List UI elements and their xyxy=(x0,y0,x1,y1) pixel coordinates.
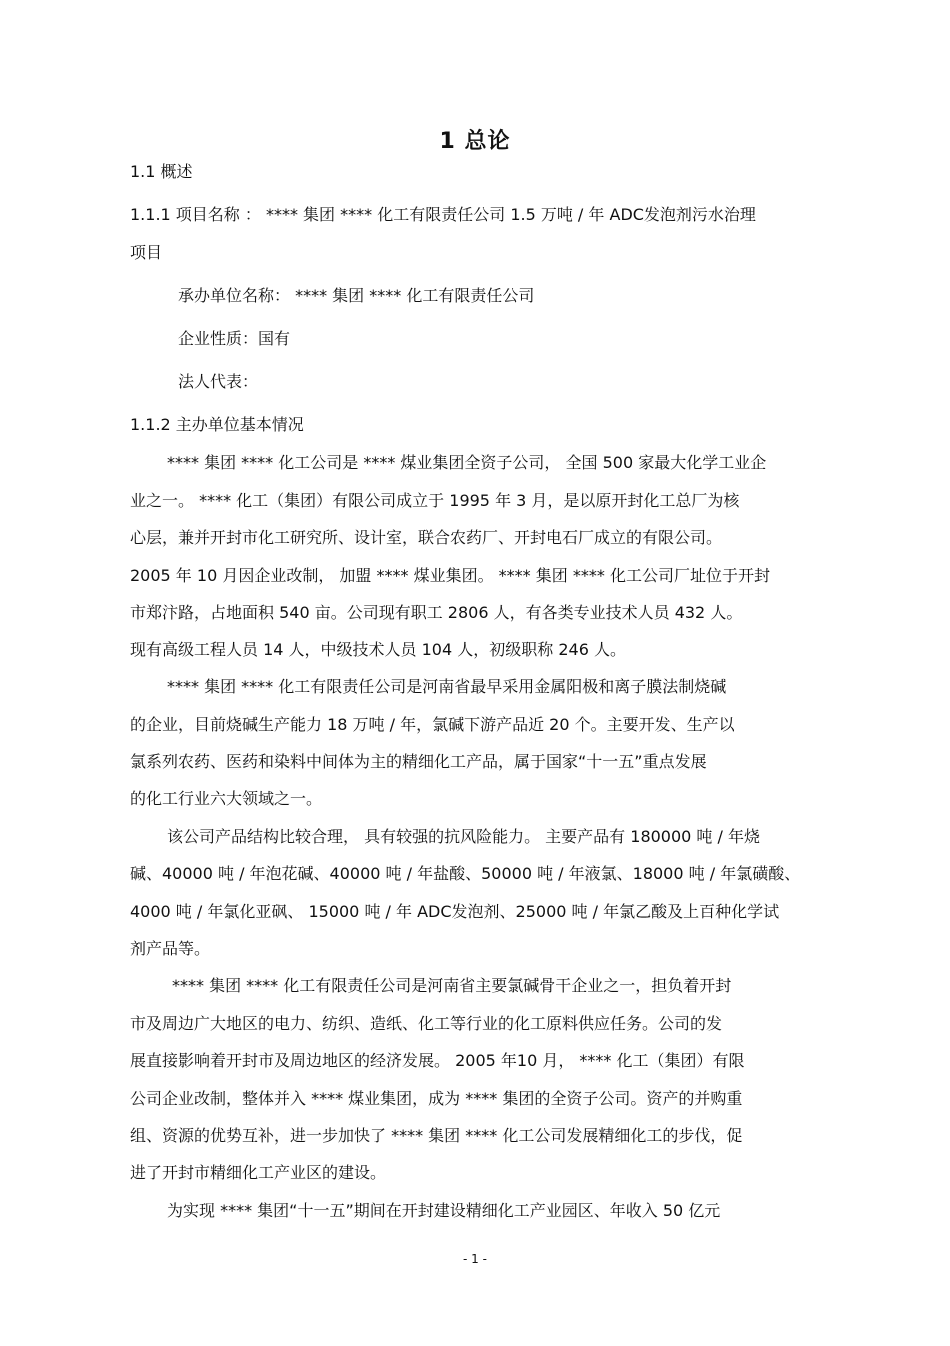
paragraph-line: 剂产品等。 xyxy=(130,939,211,958)
paragraph-line: 的企业，目前烧碱生产能力 18 万吨 / 年，氯碱下游产品近 20 个。主要开发、生产以 xyxy=(130,715,735,734)
paragraph-line: 心层，兼并开封市化工研究所、设计室，联合农药厂、开封电石厂成立的有限公司。 xyxy=(130,528,723,547)
project-name-line: 1.1.1 项目名称 ： **** 集团 **** 化工有限责任公司 1.5 万吨 / 年 ADC发泡剂污水治理 xyxy=(130,205,756,224)
section-heading-1-1-2: 1.1.2 主办单位基本情况 xyxy=(130,415,304,434)
undertaking-unit-line: 承办单位名称： **** 集团 **** 化工有限责任公司 xyxy=(178,286,535,305)
section-heading-1-1: 1.1 概述 xyxy=(130,162,193,181)
paragraph-line: 展直接影响着开封市及周边地区的经济发展。 2005 年10 月， **** 化工（集团）有限 xyxy=(130,1051,745,1070)
paragraph-line: 该公司产品结构比较合理， 具有较强的抗风险能力。 主要产品有 180000 吨 / 年烧 xyxy=(167,827,760,846)
paragraph-line: 市郑汴路，占地面积 540 亩。公司现有职工 2806 人，有各类专业技术人员 432 人。 xyxy=(130,603,743,622)
page-title: 1 总论 xyxy=(439,129,511,154)
page-number: - 1 - xyxy=(463,1252,487,1266)
paragraph-line: 组、资源的优势互补，进一步加快了 **** 集团 **** 化工公司发展精细化工的步伐，促 xyxy=(130,1126,743,1145)
paragraph-line: 氯系列农药、医药和染料中间体为主的精细化工产品，属于国家“十一五”重点发展 xyxy=(130,752,707,771)
paragraph-line: 业之一。 **** 化工（集团）有限公司成立于 1995 年 3 月，是以原开封化工总厂为核 xyxy=(130,491,740,510)
paragraph-line: 进了开封市精细化工产业区的建设。 xyxy=(130,1163,387,1182)
paragraph-line: 4000 吨 / 年氯化亚砜、 15000 吨 / 年 ADC发泡剂、25000 吨 / 年氯乙酸及上百种化学试 xyxy=(130,902,780,921)
paragraph-line: 2005 年 10 月因企业改制， 加盟 **** 煤业集团。 **** 集团 **** 化工公司厂址位于开封 xyxy=(130,566,770,585)
paragraph-line: 公司企业改制，整体并入 **** 煤业集团，成为 **** 集团的全资子公司。资产的并购重 xyxy=(130,1089,743,1108)
paragraph-line: 为实现 **** 集团“十一五”期间在开封建设精细化工产业园区、年收入 50 亿元 xyxy=(167,1201,721,1220)
paragraph-line: 碱、40000 吨 / 年泡花碱、40000 吨 / 年盐酸、50000 吨 / 年液氯、18000 吨 / 年氯磺酸、 xyxy=(130,864,801,883)
enterprise-nature-line: 企业性质：国有 xyxy=(178,329,291,348)
paragraph-line: 的化工行业六大领域之一。 xyxy=(130,789,323,808)
paragraph-line: **** 集团 **** 化工公司是 **** 煤业集团全资子公司， 全国 500 家最大化学工业企 xyxy=(167,453,767,472)
project-name-line-cont: 项目 xyxy=(130,243,163,262)
legal-representative-line: 法人代表： xyxy=(178,372,259,391)
paragraph-line: 现有高级工程人员 14 人，中级技术人员 104 人，初级职称 246 人。 xyxy=(130,640,626,659)
paragraph-line: **** 集团 **** 化工有限责任公司是河南省最早采用金属阳极和离子膜法制烧碱 xyxy=(167,677,727,696)
paragraph-line: **** 集团 **** 化工有限责任公司是河南省主要氯碱骨干企业之一，担负着开封 xyxy=(172,976,732,995)
paragraph-line: 市及周边广大地区的电力、纺织、造纸、化工等行业的化工原料供应任务。公司的发 xyxy=(130,1014,723,1033)
